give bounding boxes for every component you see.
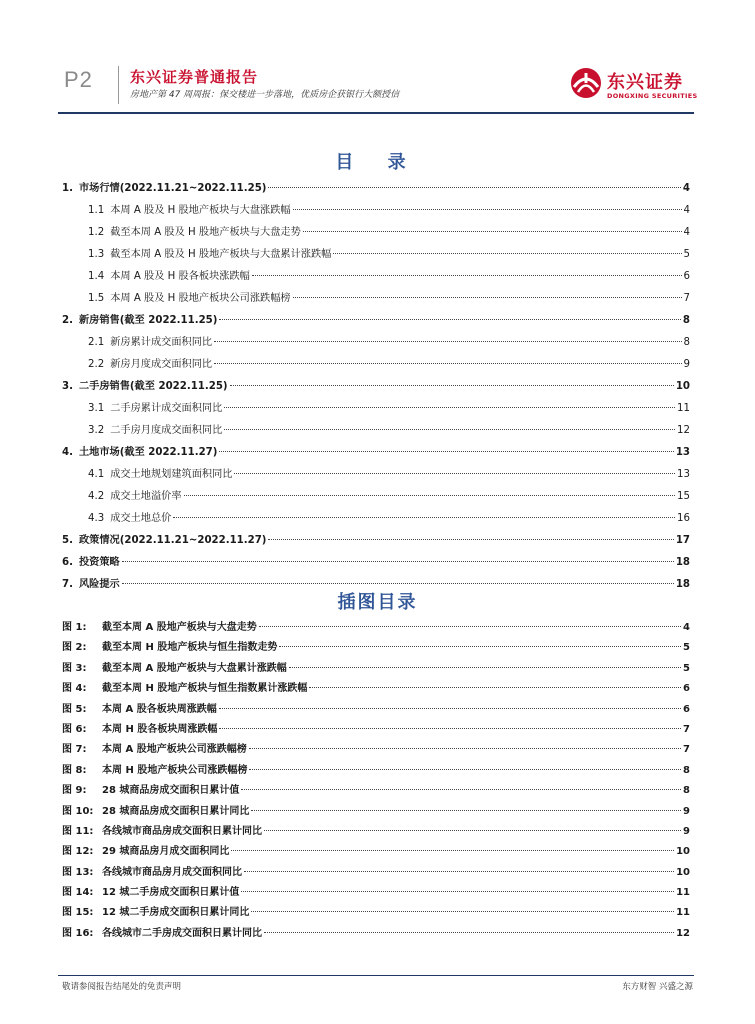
entry-title: 本周 A 股各板块周涨跌幅 (102, 703, 217, 715)
entry-page: 5 (683, 662, 690, 674)
figure-entry[interactable] (62, 720, 690, 740)
entry-page: 10 (676, 866, 690, 878)
entry-page: 6 (683, 683, 690, 695)
entry-page: 4 (682, 183, 690, 194)
entry-page: 11 (676, 887, 690, 899)
entry-number: 1. (62, 183, 73, 194)
entry-number: 5. (62, 535, 73, 546)
page-number: P2 (64, 67, 93, 92)
entry-number: 图 15: (62, 907, 94, 919)
dot-leader (230, 385, 674, 386)
entry-title: 成交土地总价 (110, 513, 172, 524)
entry-number: 4.1 (88, 469, 105, 480)
dot-leader (252, 275, 682, 276)
dot-leader (264, 932, 674, 933)
dot-leader (184, 495, 676, 496)
toc-entry[interactable] (62, 310, 690, 332)
figure-entry[interactable] (62, 924, 690, 944)
entry-number: 1.3 (88, 249, 105, 260)
entry-number: 图 7: (62, 744, 87, 756)
report-brand: 东兴证券普通报告 (130, 68, 259, 86)
toc-entry[interactable] (62, 200, 690, 222)
figure-entry[interactable] (62, 863, 690, 883)
footer-disclaimer: 敬请参阅报告结尾处的免责声明 (62, 982, 182, 992)
toc-entry[interactable] (62, 530, 690, 552)
entry-title: 本周 H 股地产板块公司涨跌幅榜 (102, 764, 248, 776)
entry-page: 8 (683, 337, 690, 348)
toc-entry[interactable] (62, 552, 690, 574)
entry-title: 29 城商品房月成交面积同比 (102, 846, 230, 858)
entry-number: 图 16: (62, 927, 94, 939)
entry-title: 截至本周 A 股地产板块与大盘走势 (102, 622, 257, 633)
entry-number: 1.1 (88, 205, 105, 216)
dot-leader (249, 748, 681, 749)
dot-leader (244, 871, 674, 872)
entry-number: 4. (62, 447, 73, 458)
figure-entry[interactable] (62, 679, 690, 699)
dot-leader (289, 667, 681, 668)
entry-number: 图 12: (62, 846, 94, 858)
entry-number: 图 2: (62, 642, 87, 654)
dot-leader (259, 626, 681, 627)
entry-number: 图 14: (62, 887, 94, 899)
entry-number: 2.1 (88, 337, 105, 348)
entry-page: 8 (683, 785, 690, 797)
toc-entry[interactable] (62, 464, 690, 486)
entry-title: 截至本周 A 股及 H 股地产板块与大盘累计涨跌幅 (110, 249, 332, 260)
dot-leader (122, 583, 674, 584)
figure-entry[interactable] (62, 781, 690, 801)
entry-number: 图 13: (62, 866, 94, 878)
entry-title: 新房累计成交面积同比 (110, 337, 213, 348)
toc-entry[interactable] (62, 244, 690, 266)
dot-leader (219, 728, 681, 729)
dot-leader (264, 830, 681, 831)
entry-number: 1.4 (88, 271, 105, 282)
footer-slogan: 东方财智 兴盛之源 (622, 982, 693, 992)
logo-mark-icon (569, 65, 603, 101)
entry-number: 图 3: (62, 662, 87, 674)
entry-title: 本周 A 股及 H 股各板块涨跌幅 (110, 271, 250, 282)
entry-title: 本周 A 股及 H 股地产板块与大盘涨跌幅 (110, 205, 291, 216)
entry-title: 截至本周 A 股地产板块与大盘累计涨跌幅 (102, 662, 287, 674)
dot-leader (219, 451, 673, 452)
entry-page: 8 (682, 315, 690, 326)
entry-page: 11 (677, 403, 690, 414)
entry-title: 二手房累计成交面积同比 (110, 403, 223, 414)
entry-title: 本周 A 股及 H 股地产板块公司涨跌幅榜 (110, 293, 291, 304)
figure-entry[interactable] (62, 822, 690, 842)
dot-leader (333, 253, 681, 254)
page-header (58, 62, 698, 116)
entry-page: 18 (675, 557, 690, 568)
entry-page: 11 (676, 907, 690, 919)
logo-cn-text: 东兴证券 (607, 72, 683, 93)
entry-number: 图 4: (62, 683, 87, 695)
entry-number: 3.2 (88, 425, 105, 436)
entry-number: 1.2 (88, 227, 105, 238)
figure-entry[interactable] (62, 802, 690, 822)
dot-leader (214, 363, 681, 364)
report-subtitle: 房地产第 47 周周报：保交楼进一步落地，优质房企获银行大额授信 (130, 90, 400, 100)
entry-page: 10 (676, 846, 690, 858)
toc-entry[interactable] (62, 508, 690, 530)
figure-entry[interactable] (62, 700, 690, 720)
entry-title: 新房月度成交面积同比 (110, 359, 213, 370)
dot-leader (219, 708, 681, 709)
entry-number: 1.5 (88, 293, 105, 304)
entry-page: 5 (683, 642, 690, 654)
entry-number: 2. (62, 315, 73, 326)
entry-title: 28 城商品房成交面积日累计同比 (102, 805, 250, 817)
entry-number: 图 1: (62, 622, 87, 633)
dot-leader (251, 810, 681, 811)
entry-number: 图 5: (62, 703, 87, 715)
entry-page: 12 (677, 425, 690, 436)
dot-leader (268, 539, 673, 540)
dot-leader (309, 687, 681, 688)
entry-page: 9 (683, 805, 690, 817)
dot-leader (241, 789, 681, 790)
entry-number: 3. (62, 381, 73, 392)
dot-leader (214, 341, 681, 342)
entry-number: 图 6: (62, 723, 87, 735)
entry-title: 本周 H 股各板块周涨跌幅 (102, 723, 218, 735)
figure-entry[interactable] (62, 903, 690, 923)
dot-leader (303, 231, 682, 232)
dot-leader (268, 187, 680, 188)
toc-entry[interactable] (62, 266, 690, 288)
figure-entry[interactable] (62, 618, 690, 638)
entry-title: 政策情况(2022.11.21~2022.11.27) (78, 535, 267, 546)
entry-title: 新房销售(截至 2022.11.25) (78, 315, 218, 326)
figure-entry[interactable] (62, 761, 690, 781)
entry-number: 4.2 (88, 491, 105, 502)
entry-title: 截至本周 H 股地产板块与恒生指数走势 (102, 642, 278, 654)
entry-page: 7 (683, 744, 690, 756)
entry-page: 7 (683, 293, 690, 304)
entry-title: 市场行情(2022.11.21~2022.11.25) (78, 183, 267, 194)
entry-page: 6 (683, 703, 690, 715)
entry-number: 图 10: (62, 805, 94, 817)
entry-title: 28 城商品房成交面积日累计值 (102, 785, 240, 797)
toc-list (62, 178, 690, 596)
entry-title: 12 城二手房成交面积日累计同比 (102, 907, 250, 919)
entry-page: 13 (677, 469, 690, 480)
entry-page: 9 (683, 825, 690, 837)
entry-page: 4 (683, 205, 690, 216)
dot-leader (293, 209, 682, 210)
toc-entry[interactable] (62, 178, 690, 200)
dot-leader (224, 407, 675, 408)
dot-leader (293, 297, 682, 298)
entry-page: 9 (683, 359, 690, 370)
entry-page: 8 (683, 764, 690, 776)
dot-leader (231, 850, 674, 851)
dot-leader (249, 769, 681, 770)
entry-number: 图 9: (62, 785, 87, 797)
entry-page: 15 (677, 491, 690, 502)
entry-number: 图 8: (62, 764, 87, 776)
toc-entry[interactable] (62, 398, 690, 420)
entry-title: 各线城市二手房成交面积日累计同比 (102, 927, 262, 939)
entry-title: 二手房月度成交面积同比 (110, 425, 223, 436)
figures-heading: 插图目录 (337, 592, 418, 613)
figure-entry[interactable] (62, 883, 690, 903)
toc-entry[interactable] (62, 288, 690, 310)
dot-leader (173, 517, 675, 518)
entry-page: 5 (683, 249, 690, 260)
header-divider (118, 66, 119, 104)
toc-entry[interactable] (62, 442, 690, 464)
figure-entry[interactable] (62, 638, 690, 658)
entry-number: 4.3 (88, 513, 105, 524)
entry-title: 风险提示 (78, 579, 120, 590)
entry-page: 17 (675, 535, 690, 546)
entry-page: 10 (675, 381, 690, 392)
entry-page: 12 (676, 927, 690, 939)
entry-page: 4 (683, 622, 690, 633)
entry-number: 7. (62, 579, 73, 590)
entry-title: 成交土地溢价率 (110, 491, 182, 502)
toc-entry[interactable] (62, 332, 690, 354)
entry-title: 本周 A 股地产板块公司涨跌幅榜 (102, 744, 247, 756)
company-logo (569, 62, 698, 108)
entry-title: 二手房销售(截至 2022.11.25) (78, 381, 228, 392)
entry-number: 6. (62, 557, 73, 568)
entry-title: 成交土地规划建筑面积同比 (110, 469, 233, 480)
dot-leader (122, 561, 674, 562)
footer-rule (58, 975, 694, 976)
entry-page: 4 (683, 227, 690, 238)
dot-leader (219, 319, 681, 320)
entry-number: 2.2 (88, 359, 105, 370)
figure-entry[interactable] (62, 740, 690, 760)
entry-page: 7 (683, 723, 690, 735)
entry-title: 截至本周 H 股地产板块与恒生指数累计涨跌幅 (102, 683, 308, 695)
dot-leader (251, 911, 674, 912)
toc-heading: 目 录 (335, 152, 420, 173)
figures-list (62, 618, 690, 944)
entry-page: 6 (683, 271, 690, 282)
toc-entry[interactable] (62, 222, 690, 244)
header-rule (58, 112, 694, 114)
dot-leader (241, 891, 674, 892)
figure-entry[interactable] (62, 659, 690, 679)
logo-en-text: DONGXING SECURITIES (607, 92, 698, 100)
entry-title: 12 城二手房成交面积日累计值 (102, 887, 240, 899)
entry-title: 投资策略 (78, 557, 120, 568)
entry-page: 18 (675, 579, 690, 590)
entry-number: 3.1 (88, 403, 105, 414)
toc-entry[interactable] (62, 354, 690, 376)
toc-entry[interactable] (62, 486, 690, 508)
entry-page: 13 (675, 447, 690, 458)
dot-leader (224, 429, 675, 430)
entry-title: 土地市场(截至 2022.11.27) (78, 447, 218, 458)
dot-leader (279, 646, 681, 647)
entry-title: 截至本周 A 股及 H 股地产板块与大盘走势 (110, 227, 301, 238)
entry-page: 16 (677, 513, 690, 524)
entry-title: 各线城市商品房月成交面积同比 (102, 866, 242, 878)
figure-entry[interactable] (62, 842, 690, 862)
dot-leader (234, 473, 675, 474)
toc-entry[interactable] (62, 376, 690, 398)
entry-title: 各线城市商品房成交面积日累计同比 (102, 825, 262, 837)
entry-number: 图 11: (62, 825, 94, 837)
toc-entry[interactable] (62, 420, 690, 442)
